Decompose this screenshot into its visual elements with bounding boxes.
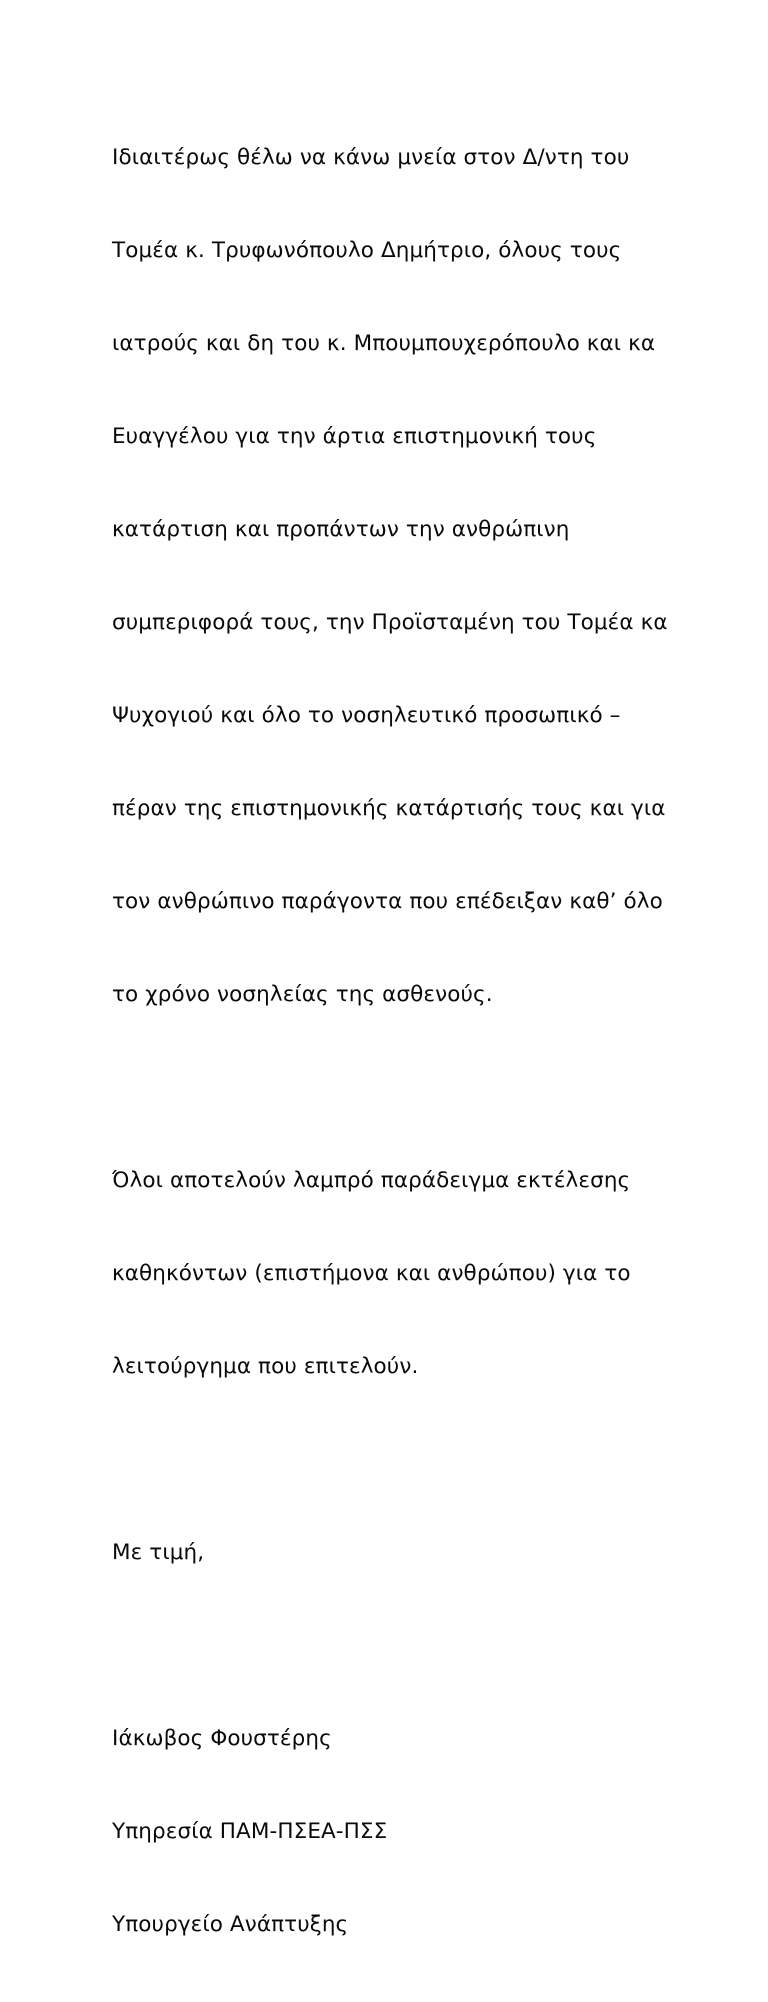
closing-text: Με τιμή, <box>112 1540 205 1565</box>
paragraph-one-line-4: Ευαγγέλου για την άρτια επιστημονική τους <box>112 424 597 449</box>
paragraph-one-line-5: κατάρτιση και προπάντων την ανθρώπινη <box>112 517 570 542</box>
paragraph-two <box>112 1103 652 1444</box>
paragraph-spacer-one <box>112 1072 652 1103</box>
paragraph-one-line-7: Ψυχογιού και όλο το νοσηλευτικό προσωπικό – <box>112 703 621 728</box>
closing-line <box>112 1475 652 1630</box>
paragraph-one-line-1: Ιδιαιτέρως θέλω να κάνω μνεία στον Δ/ντη του <box>112 145 630 170</box>
paragraph-one-line-8: πέραν της επιστημονικής κατάρτισής τους και για <box>112 796 666 821</box>
paragraph-one-line-3: ιατρούς και δη του κ. Μπουμπουχερόπουλο και κα <box>112 331 656 356</box>
paragraph-two-line-3: λειτούργημα που επιτελούν. <box>112 1354 419 1379</box>
signature-ministry: Υπουργείο Ανάπτυξης <box>112 1912 349 1937</box>
paragraph-two-line-2: καθηκόντων (επιστήμονα και ανθρώπου) για το <box>112 1261 631 1286</box>
paragraph-one-line-6: συμπεριφορά τους, την Προϊσταμένη του Τομέα κα <box>112 610 668 635</box>
signature-block <box>112 1661 652 2002</box>
letter-body <box>112 80 668 2002</box>
signature-name: Ιάκωβος Φουστέρης <box>112 1726 332 1751</box>
paragraph-one-line-2: Τομέα κ. Τρυφωνόπουλο Δημήτριο, όλους τους <box>112 238 622 263</box>
paragraph-spacer-two <box>112 1444 652 1475</box>
paragraph-one <box>112 80 668 1072</box>
paragraph-spacer-three <box>112 1630 652 1661</box>
paragraph-one-line-9: τον ανθρώπινο παράγοντα που επέδειξαν καθ’ όλο <box>112 889 663 914</box>
signature-department: Υπηρεσία ΠΑΜ-ΠΣΕΑ-ΠΣΣ <box>112 1819 388 1844</box>
paragraph-one-line-10: το χρόνο νοσηλείας της ασθενούς. <box>112 982 493 1007</box>
paragraph-two-line-1: Όλοι αποτελούν λαμπρό παράδειγμα εκτέλεσης <box>112 1168 631 1193</box>
